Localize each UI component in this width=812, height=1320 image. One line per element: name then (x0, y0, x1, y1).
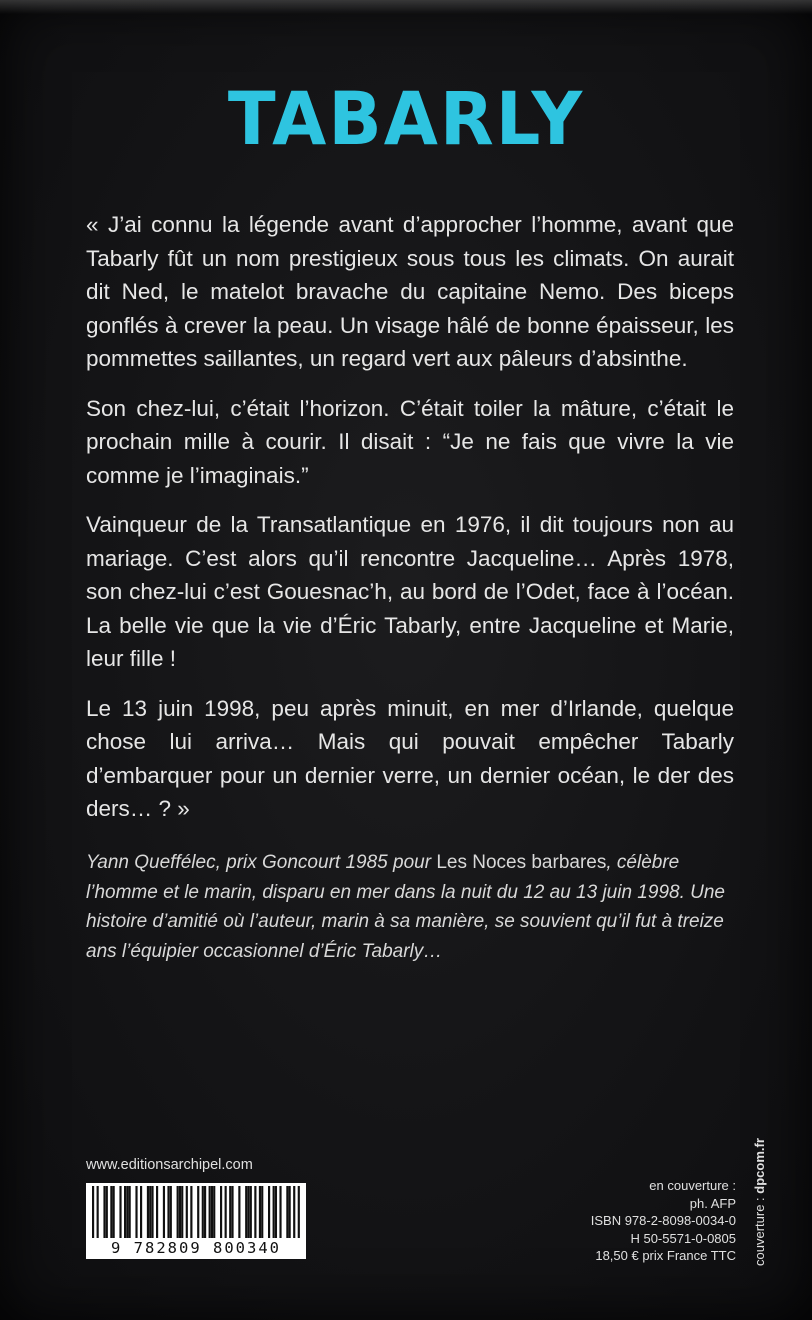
barcode-bar (126, 1186, 128, 1238)
barcode-bar (213, 1186, 215, 1238)
barcode-bar (261, 1186, 263, 1238)
barcode-bar (247, 1186, 249, 1238)
barcode-bar (163, 1186, 165, 1238)
barcode-bar (293, 1186, 295, 1238)
cover-credit-name: dpcom.fr (752, 1138, 767, 1194)
price-line: 18,50 € prix France TTC (595, 1248, 736, 1263)
cover-design-credit (752, 1138, 767, 1266)
barcode-bar (151, 1186, 153, 1238)
barcode-bar (254, 1186, 256, 1238)
barcode-bar (156, 1186, 158, 1238)
barcode-bar (238, 1186, 240, 1238)
barcode-bar (190, 1186, 192, 1238)
barcode-bar (268, 1186, 270, 1238)
barcode-bar (225, 1186, 227, 1238)
blurb-text-1: Yann Queffélec, prix Goncourt 1985 pour (86, 852, 437, 873)
barcode-bar (186, 1186, 188, 1238)
barcode-bar (110, 1186, 112, 1238)
barcode-bar (135, 1186, 137, 1238)
paragraph-1: « J’ai connu la légende avant d’approcher l’homme, avant que Tabarly fût un nom prestigieux sous tous les climats. On aurait dit Ned, le matelot bravache du capitaine Nemo. Des biceps gonflés à crever la peau. Un visage hâlé de bonne épaisseur, les pommettes saillantes, un regard vert aux pâleurs d’absinthe. (86, 212, 734, 371)
barcode-bar (167, 1186, 169, 1238)
credit-line: en couverture : (649, 1178, 736, 1193)
book-title: TABARLY (227, 75, 585, 163)
barcode-bar (124, 1186, 126, 1238)
barcode-bar (286, 1186, 288, 1238)
barcode-bar (149, 1186, 151, 1238)
barcode-bar (179, 1186, 181, 1238)
barcode-bar (220, 1186, 222, 1238)
barcode-bar (177, 1186, 179, 1238)
paragraph-2: Son chez-lui, c’était l’horizon. C’était toiler la mâture, c’était le prochain mille à courir. Il disait : “Je ne fais que vivre la vie comme je l’imaginais.” (86, 395, 734, 488)
barcode-bar (298, 1186, 300, 1238)
author-blurb (86, 848, 746, 966)
cover-credit-label: couverture : (752, 1193, 767, 1266)
barcode-bar (289, 1186, 291, 1238)
paragraph-4: Le 13 juin 1998, peu après minuit, en mer d’Irlande, quelque chose lui arriva… Mais qui pouvait empêcher Tabarly d’embarquer pour un dernier verre, un dernier océan, le der des ders… ? » (86, 695, 734, 821)
barcode-bar (229, 1186, 231, 1238)
barcode-bar (129, 1186, 131, 1238)
barcode-bar (273, 1186, 275, 1238)
barcode-bar (103, 1186, 105, 1238)
credit-line: ISBN 978-2-8098-0034-0 (590, 1213, 736, 1228)
barcode-bar (231, 1186, 233, 1238)
cover-edge-wear (0, 0, 812, 14)
cover-credits (520, 1177, 736, 1265)
blurb-text-2: , célèbre l’homme et le marin, disparu en mer dans la nuit du 12 au 13 juin 1998. Une histoire d’amitié où l’auteur, marin à sa manière, se souvient qu’il fut à treize ans l’équipier occasionnel d’Éric Tabarly… (86, 852, 725, 962)
barcode-bar (259, 1186, 261, 1238)
barcode-bar (97, 1186, 99, 1238)
publisher-website: www.editionsarchipel.com (86, 1157, 253, 1173)
barcode-bar (147, 1186, 149, 1238)
barcode-bar (170, 1186, 172, 1238)
back-cover-text (86, 208, 734, 842)
isbn-barcode (86, 1183, 306, 1259)
barcode-bar (202, 1186, 204, 1238)
barcode-bar (204, 1186, 206, 1238)
barcode-bar (245, 1186, 247, 1238)
barcode-bar (250, 1186, 252, 1238)
barcode-bar (92, 1186, 94, 1238)
barcode-bar (119, 1186, 121, 1238)
paragraph-3: Vainqueur de la Transatlantique en 1976, il dit toujours non au mariage. C’est alors qu’il rencontre Jacqueline… Après 1978, son chez-lui c’est Gouesnac’h, au bord de l’Odet, face à l’océan. La belle vie que la vie d’Éric Tabarly, entre Jacqueline et Marie, leur fille ! (86, 512, 734, 671)
barcode-bar (275, 1186, 277, 1238)
barcode-bar (209, 1186, 211, 1238)
barcode-bar (211, 1186, 213, 1238)
barcode-bar (279, 1186, 281, 1238)
barcode-bars (92, 1186, 300, 1238)
credit-line: H 50-5571-0-0805 (630, 1230, 736, 1246)
blurb-book-title: Les Noces barbares (436, 852, 607, 873)
barcode-bar (181, 1186, 183, 1238)
barcode-bar (113, 1186, 115, 1238)
barcode-number: 9 782809 800340 (111, 1239, 281, 1257)
barcode-bar (106, 1186, 108, 1238)
barcode-bar (140, 1186, 142, 1238)
credit-line: ph. AFP (689, 1195, 736, 1211)
barcode-bar (197, 1186, 199, 1238)
